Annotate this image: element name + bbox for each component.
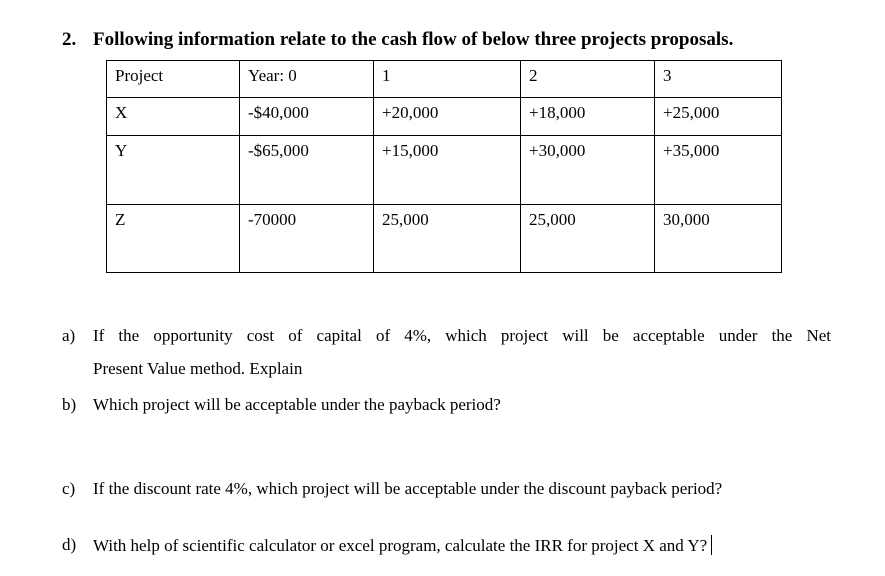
- header-cell: 1: [374, 61, 521, 98]
- question-title: Following information relate to the cash flow of below three projects proposals.: [93, 29, 734, 50]
- question-heading: [62, 29, 733, 51]
- table-row: [107, 98, 782, 136]
- table-row: [107, 205, 782, 273]
- table-cell: X: [107, 98, 240, 136]
- item-label: a): [62, 326, 76, 345]
- table-cell: -70000: [240, 205, 374, 273]
- item-label: b): [62, 395, 77, 414]
- question-number: 2.: [62, 29, 77, 50]
- table-cell: 25,000: [374, 205, 521, 273]
- item-label: c): [62, 479, 76, 498]
- header-cell: 3: [655, 61, 782, 98]
- table-cell: Y: [107, 136, 240, 205]
- item-text: Which project will be acceptable under the payback period?: [93, 395, 501, 414]
- table-cell: +15,000: [374, 136, 521, 205]
- table-cell: 30,000: [655, 205, 782, 273]
- item-text: If the discount rate 4%, which project will be acceptable under the discount payback period?: [93, 479, 723, 498]
- item-label: d): [62, 535, 77, 554]
- table-row: [107, 136, 782, 205]
- item-text: With help of scientific calculator or excel program, calculate the IRR for project X and Y?: [93, 536, 708, 555]
- header-cell: Project: [107, 61, 240, 98]
- text-cursor: [711, 535, 712, 555]
- table-cell: 25,000: [521, 205, 655, 273]
- header-cell: Year: 0: [240, 61, 374, 98]
- table-cell: +20,000: [374, 98, 521, 136]
- table-cell: -$65,000: [240, 136, 374, 205]
- table-cell: Z: [107, 205, 240, 273]
- table-cell: +35,000: [655, 136, 782, 205]
- table-cell: +18,000: [521, 98, 655, 136]
- header-cell: 2: [521, 61, 655, 98]
- table-cell: +25,000: [655, 98, 782, 136]
- table-header-row: [107, 61, 782, 98]
- cash-flow-table: [106, 60, 782, 273]
- question-item-a-continuation: Present Value method. Explain: [93, 359, 303, 378]
- item-text: If the opportunity cost of capital of 4%, which project will be acceptable under the Net: [93, 326, 831, 345]
- table-cell: -$40,000: [240, 98, 374, 136]
- table-cell: +30,000: [521, 136, 655, 205]
